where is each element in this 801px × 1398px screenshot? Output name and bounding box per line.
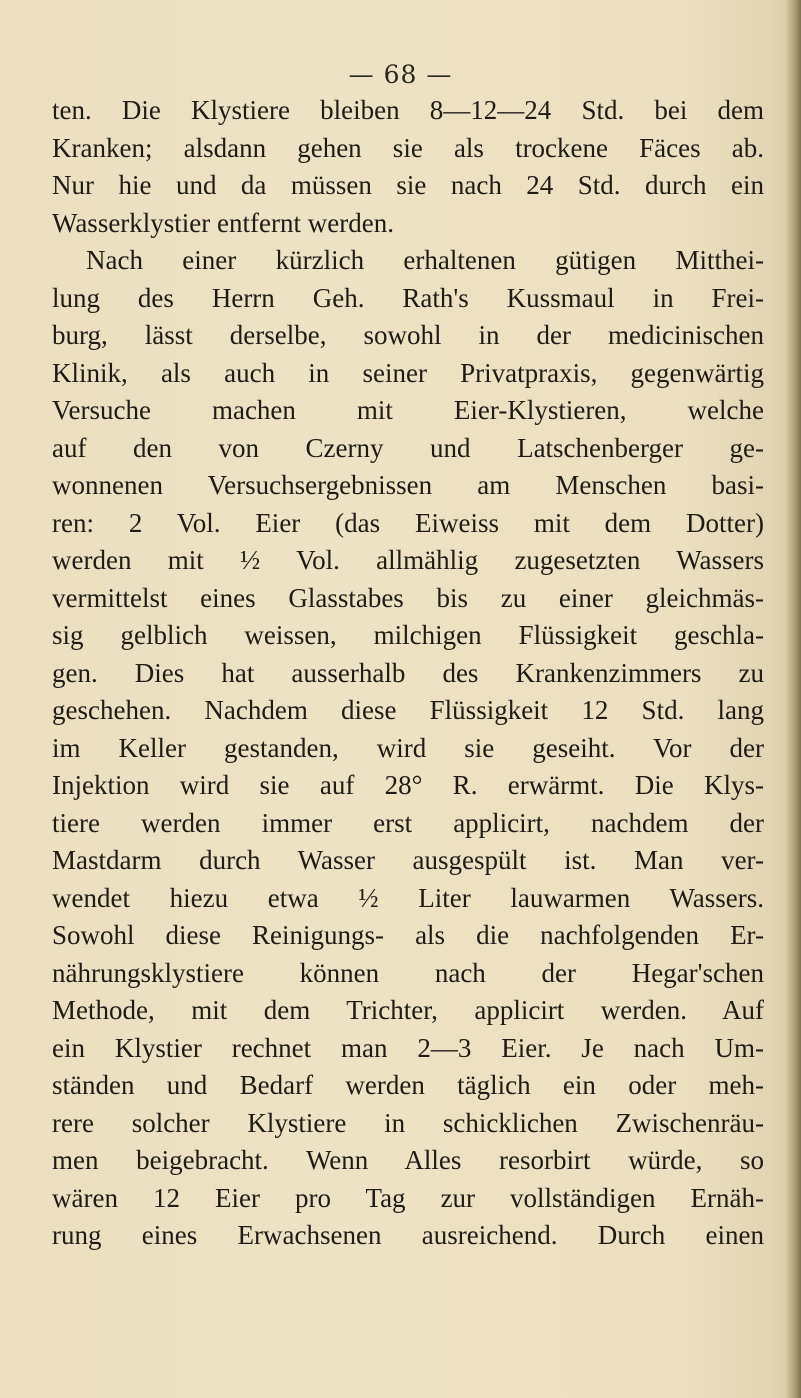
text-line: ständen und Bedarf werden täglich ein oder meh- bbox=[52, 1070, 764, 1100]
body-text bbox=[52, 92, 764, 1255]
text-line: men beigebracht. Wenn Alles resorbirt würde, so bbox=[52, 1145, 764, 1175]
text-line: Methode, mit dem Trichter, applicirt werden. Auf bbox=[52, 995, 764, 1025]
text-line: ein Klystier rechnet man 2—3 Eier. Je nach Um- bbox=[52, 1032, 764, 1063]
text-line: rere solcher Klystiere in schicklichen Zwischenräu- bbox=[52, 1107, 764, 1138]
text-line: gen. Dies hat ausserhalb des Krankenzimmers zu bbox=[52, 657, 764, 688]
text-line: vermittelst eines Glasstabes bis zu einer gleichmäs- bbox=[52, 582, 764, 613]
text-line: Sowohl diese Reinigungs- als die nachfolgenden Er- bbox=[52, 920, 764, 950]
text-line: sig gelblich weissen, milchigen Flüssigkeit geschla- bbox=[52, 620, 764, 650]
text-line: wären 12 Eier pro Tag zur vollständigen Ernäh- bbox=[52, 1182, 764, 1213]
text-line: wonnenen Versuchsergebnissen am Menschen basi- bbox=[52, 470, 764, 500]
text-line: auf den von Czerny und Latschenberger ge- bbox=[52, 432, 764, 463]
text-line: geschehen. Nachdem diese Flüssigkeit 12 Std. lang bbox=[52, 695, 764, 725]
text-line: burg, lässt derselbe, sowohl in der medicinischen bbox=[52, 320, 764, 350]
text-line: Injektion wird sie auf 28° R. erwärmt. Die Klys- bbox=[52, 770, 764, 800]
text-line: lung des Herrn Geh. Rath's Kussmaul in Frei- bbox=[52, 282, 764, 313]
text-line: Nur hie und da müssen sie nach 24 Std. durch ein bbox=[52, 170, 764, 200]
text-line: Wasserklystier entfernt werden. bbox=[52, 207, 394, 238]
text-line: Klinik, als auch in seiner Privatpraxis, gegenwärtig bbox=[52, 357, 764, 388]
text-line: ren: 2 Vol. Eier (das Eiweiss mit dem Dotter) bbox=[52, 507, 764, 538]
page-number: — 68 — bbox=[348, 60, 453, 89]
text-line: werden mit ½ Vol. allmählig zugesetzten Wassers bbox=[52, 545, 764, 575]
text-line: tiere werden immer erst applicirt, nachdem der bbox=[52, 807, 764, 838]
text-line: wendet hiezu etwa ½ Liter lauwarmen Wassers. bbox=[52, 882, 764, 913]
text-line: nährungsklystiere können nach der Hegar'schen bbox=[52, 957, 764, 988]
text-line: im Keller gestanden, wird sie geseiht. Vor der bbox=[52, 732, 764, 763]
text-line: rung eines Erwachsenen ausreichend. Durch einen bbox=[52, 1220, 764, 1250]
text-line: Kranken; alsdann gehen sie als trockene Fäces ab. bbox=[52, 132, 764, 163]
page-edge-shadow bbox=[785, 0, 801, 1398]
text-line: ten. Die Klystiere bleiben 8—12—24 Std. bei dem bbox=[52, 95, 764, 125]
text-line: Versuche machen mit Eier-Klystieren, welche bbox=[52, 395, 764, 425]
text-line: Nach einer kürzlich erhaltenen gütigen Mitthei- bbox=[86, 245, 764, 275]
text-line: Mastdarm durch Wasser ausgespült ist. Man ver- bbox=[52, 845, 764, 875]
